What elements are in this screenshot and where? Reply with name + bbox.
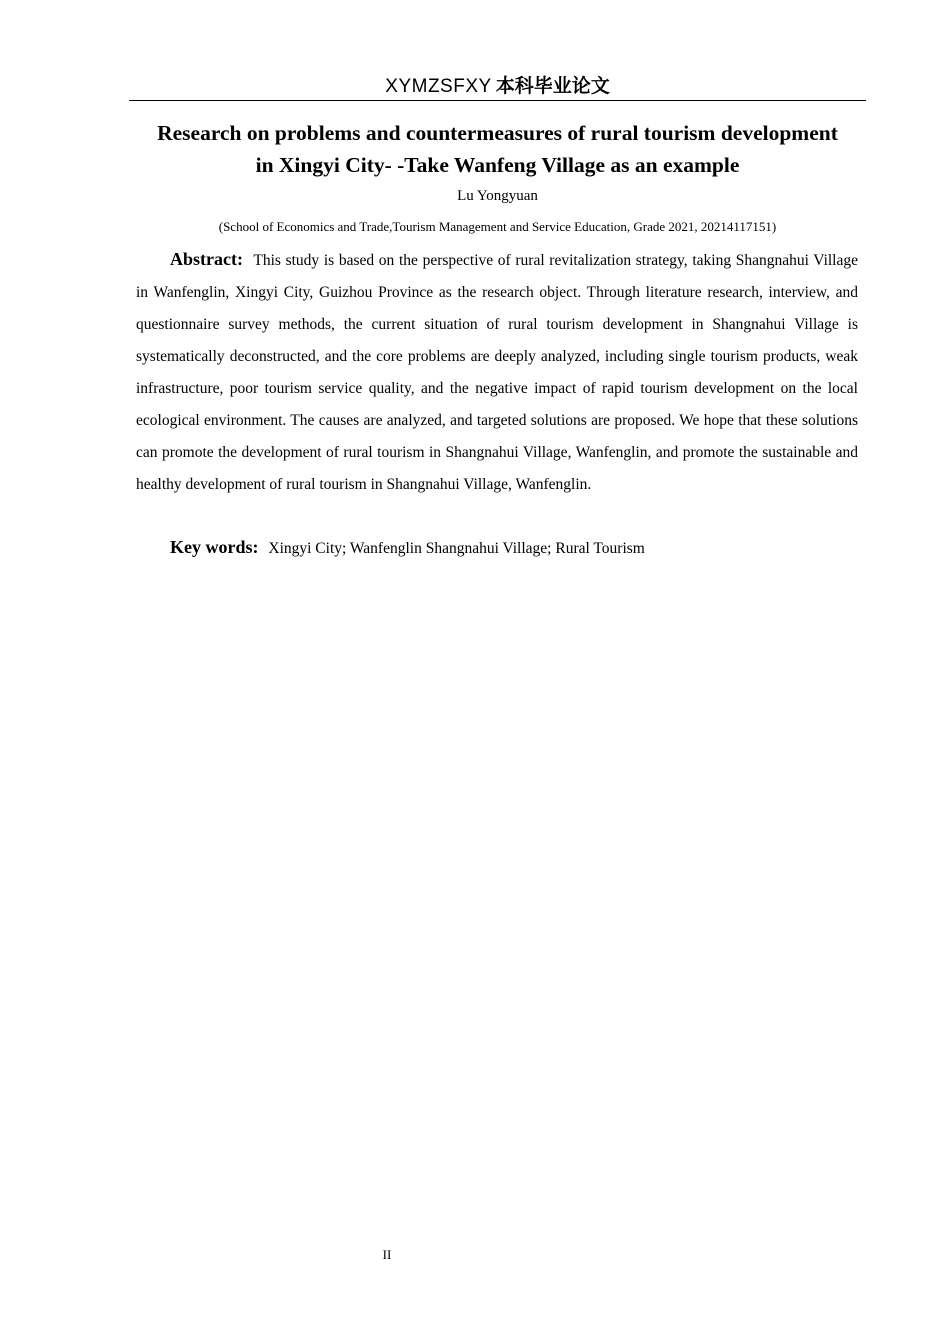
page-number: II xyxy=(382,1247,392,1262)
header-cjk-text: 本科毕业论文 xyxy=(495,75,610,97)
author-name: Lu Yongyuan xyxy=(457,188,538,204)
abstract-paragraph xyxy=(136,243,858,501)
keywords-text: Xingyi City; Wanfenglin Shangnahui Village; Rural Tourism xyxy=(268,540,645,557)
paper-title xyxy=(129,117,866,181)
title-line-1: Research on problems and countermeasures of rural tourism development xyxy=(157,121,838,145)
keywords-paragraph xyxy=(136,533,858,563)
keywords-label: Key words: xyxy=(170,537,259,557)
abstract-label: Abstract: xyxy=(170,249,243,269)
abstract-text: This study is based on the perspective of rural revitalization strategy, taking Shangnahui Village in Wanfenglin, Xingyi City, Guizhou Province as the research object. Through literature research, interview, and questionnaire survey methods, the current situation of rural tourism development in Shangnahui Village is systematically deconstructed, and the core problems are deeply analyzed, including single tourism products, weak infrastructure, poor tourism service quality, and the negative impact of rapid tourism development on the local ecological environment. The causes are analyzed, and targeted solutions are proposed. We hope that these solutions can promote the development of rural tourism in Shangnahui Village, Wanfenglin, and promote the sustainable and healthy development of rural tourism in Shangnahui Village, Wanfenglin. xyxy=(136,252,858,493)
header-latin-text: XYMZSFXY xyxy=(385,76,492,97)
author-affiliation: (School of Economics and Trade,Tourism Management and Service Education, Grade 2021, 20214117151) xyxy=(218,219,777,234)
running-header xyxy=(129,72,866,101)
title-line-2: in Xingyi City- -Take Wanfeng Village as an example xyxy=(255,153,740,177)
